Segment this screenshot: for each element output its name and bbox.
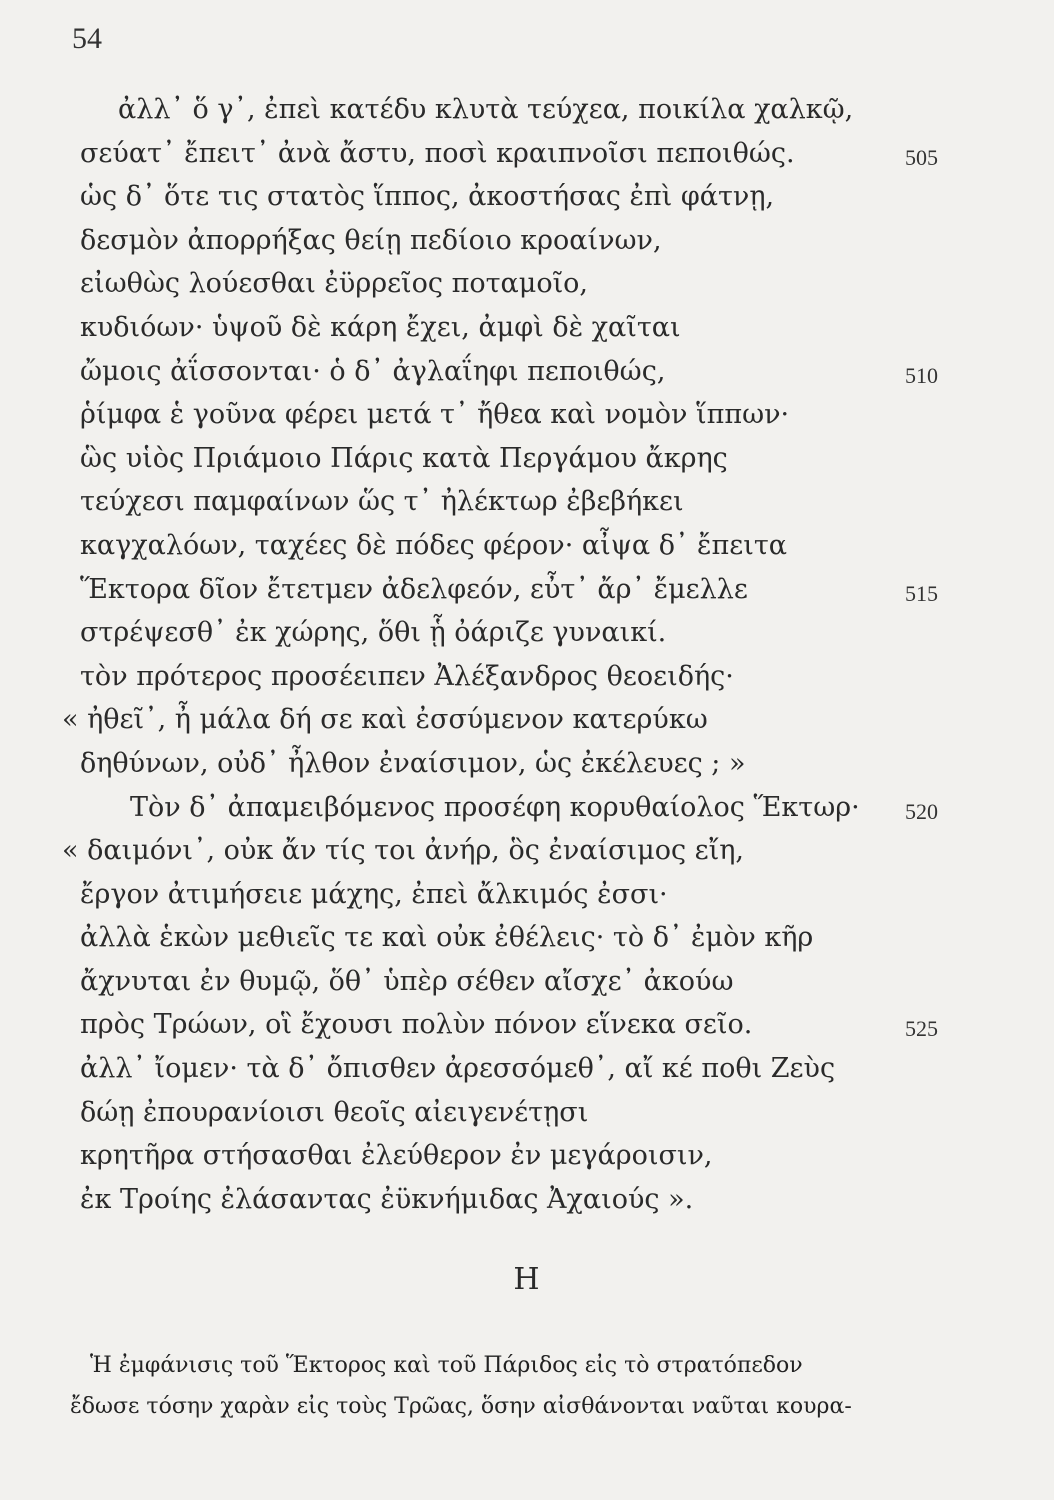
verse-line	[0, 960, 1054, 1004]
verse-line	[0, 480, 1054, 524]
verse-text: καγχαλόων, ταχέες δὲ πόδες φέρον· αἶψα δ᾽ ἔπειτα	[80, 529, 788, 561]
verse-line	[0, 1134, 1054, 1178]
verse-text: ὡς δ᾽ ὅτε τις στατὸς ἵππος, ἀκοστήσας ἐπὶ φάτνῃ,	[80, 181, 775, 213]
verse-line	[0, 350, 1054, 394]
verse-text: « δαιμόνι᾽, οὐκ ἄν τίς τοι ἀνήρ, ὃς ἐναίσιμος εἴη,	[62, 835, 744, 867]
verse-text: ἐκ Τροίης ἐλάσαντας ἐϋκνήμιδας Ἀχαιούς ».	[80, 1183, 694, 1215]
verse-line	[0, 219, 1054, 263]
commentary-line: Ἡ ἐμφάνισις τοῦ Ἕκτορος καὶ τοῦ Πάριδος εἰς τὸ στρατόπεδον	[90, 1353, 803, 1378]
verse-text: δεσμὸν ἀπορρήξας θείῃ πεδίοιο κροαίνων,	[80, 224, 662, 256]
verse-block	[0, 88, 1054, 1221]
verse-text: δηθύνων, οὐδ᾽ ἦλθον ἐναίσιμον, ὡς ἐκέλευες ; »	[80, 747, 746, 779]
commentary-line: ἔδωσε τόσην χαρὰν εἰς τοὺς Τρῶας, ὅσην αἰσθάνονται ναῦται κουρα-	[70, 1394, 852, 1419]
verse-line	[0, 698, 1054, 742]
verse-line	[0, 873, 1054, 917]
verse-line-number: 505	[905, 144, 938, 170]
verse-line	[0, 742, 1054, 786]
verse-text: « ἠθεῖ᾽, ἦ μάλα δή σε καὶ ἐσσύμενον κατερύκω	[62, 704, 708, 736]
verse-text: ἄχνυται ἐν θυμῷ, ὅθ᾽ ὑπὲρ σέθεν αἴσχε᾽ ἀκούω	[80, 965, 734, 997]
verse-text: ὤμοις ἀΐσσονται· ὁ δ᾽ ἀγλαΐηφι πεποιθώς,	[80, 355, 666, 387]
verse-text: εἰωθὼς λούεσθαι ἐϋρρεῖος ποταμοῖο,	[80, 268, 589, 300]
verse-line	[0, 393, 1054, 437]
verse-text: ἀλλ᾽ ὅ γ᾽, ἐπεὶ κατέδυ κλυτὰ τεύχεα, ποικίλα χαλκῷ,	[118, 94, 854, 125]
verse-line	[0, 655, 1054, 699]
verse-line	[0, 524, 1054, 568]
verse-text: τὸν πρότερος προσέειπεν Ἀλέξανδρος θεοειδής·	[80, 660, 734, 692]
verse-text: ὣς υἱὸς Πριάμοιο Πάρις κατὰ Περγάμου ἄκρης	[80, 442, 728, 474]
verse-text: Τὸν δ᾽ ἀπαμειβόμενος προσέφη κορυθαίολος Ἕκτωρ·	[130, 791, 860, 823]
verse-text: κυδιόων· ὑψοῦ δὲ κάρη ἔχει, ἀμφὶ δὲ χαῖται	[80, 311, 681, 343]
verse-text: στρέψεσθ᾽ ἐκ χώρης, ὅθι ᾗ ὀάριζε γυναικί.	[80, 617, 667, 649]
verse-line	[0, 262, 1054, 306]
verse-text: ἀλλ᾽ ἴομεν· τὰ δ᾽ ὄπισθεν ἀρεσσόμεθ᾽, αἴ κέ ποθι Ζεὺς	[80, 1053, 836, 1085]
verse-line-number: 510	[905, 362, 938, 388]
verse-line-number: 525	[905, 1016, 938, 1042]
verse-line	[0, 306, 1054, 350]
verse-line-number: 515	[905, 580, 938, 606]
section-heading: Η	[513, 1262, 541, 1297]
verse-text: ῥίμφα ἑ γοῦνα φέρει μετά τ᾽ ἤθεα καὶ νομὸν ἵππων·	[80, 399, 790, 431]
verse-line	[0, 1091, 1054, 1135]
verse-line	[0, 1003, 1054, 1047]
verse-line	[0, 786, 1054, 830]
verse-line	[0, 437, 1054, 481]
verse-line	[0, 1047, 1054, 1091]
commentary-paragraph	[70, 1345, 950, 1427]
verse-line	[0, 829, 1054, 873]
verse-line-number: 520	[905, 798, 938, 824]
verse-line	[0, 1178, 1054, 1222]
verse-line	[0, 568, 1054, 612]
verse-text: σεύατ᾽ ἔπειτ᾽ ἀνὰ ἄστυ, ποσὶ κραιπνοῖσι πεποιθώς.	[80, 137, 795, 169]
verse-line	[0, 88, 1054, 132]
verse-text: ἀλλὰ ἑκὼν μεθιεῖς τε καὶ οὐκ ἐθέλεις· τὸ δ᾽ ἐμὸν κῆρ	[80, 922, 814, 954]
verse-line	[0, 132, 1054, 176]
verse-text: Ἕκτορα δῖον ἔτετμεν ἀδελφεόν, εὖτ᾽ ἄρ᾽ ἔμελλε	[80, 573, 748, 605]
verse-text: ἔργον ἀτιμήσειε μάχης, ἐπεὶ ἄλκιμός ἐσσι·	[80, 878, 668, 910]
page-number: 54	[72, 22, 102, 55]
verse-text: τεύχεσι παμφαίνων ὥς τ᾽ ἠλέκτωρ ἐβεβήκει	[80, 486, 684, 518]
verse-line	[0, 175, 1054, 219]
verse-text: δώῃ ἐπουρανίοισι θεοῖς αἰειγενέτῃσι	[80, 1096, 589, 1128]
verse-text: κρητῆρα στήσασθαι ἐλεύθερον ἐν μεγάροισιν,	[80, 1140, 713, 1172]
verse-line	[0, 611, 1054, 655]
verse-text: πρὸς Τρώων, οἳ ἔχουσι πολὺν πόνον εἵνεκα σεῖο.	[80, 1009, 753, 1041]
verse-line	[0, 916, 1054, 960]
